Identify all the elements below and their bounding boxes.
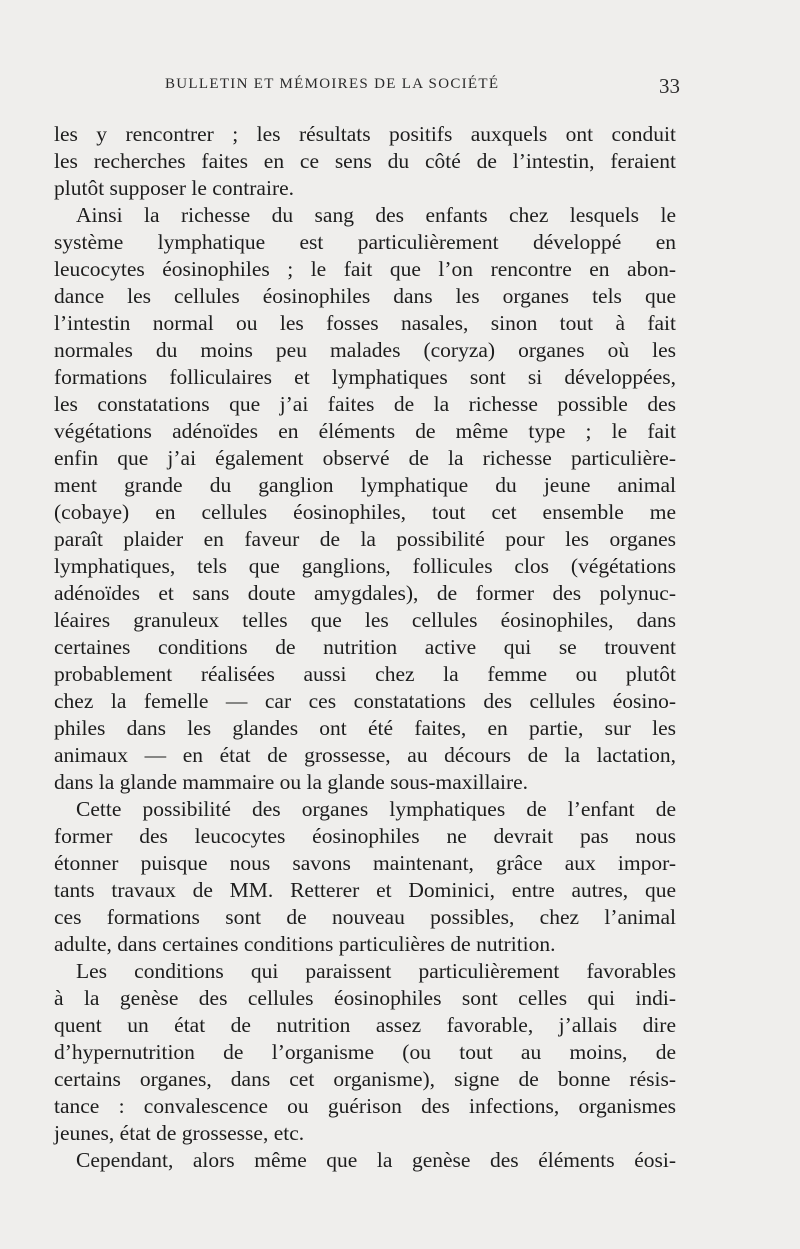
text-line: formations folliculaires et lymphatiques sont si développées,	[54, 365, 676, 389]
text-line: système lymphatique est particulièrement développé en	[54, 230, 676, 254]
text-line: former des leucocytes éosinophiles ne devrait pas nous	[54, 824, 676, 848]
text-line: léaires granuleux telles que les cellules éosinophiles, dans	[54, 608, 676, 632]
text-line: leucocytes éosinophiles ; le fait que l’on rencontre en abon-	[54, 257, 676, 281]
text-line: Cependant, alors même que la genèse des éléments éosi-	[76, 1148, 676, 1172]
text-line: étonner puisque nous savons maintenant, grâce aux impor-	[54, 851, 676, 875]
text-line: l’intestin normal ou les fosses nasales, sinon tout à fait	[54, 311, 676, 335]
text-line: à la genèse des cellules éosinophiles sont celles qui indi-	[54, 986, 676, 1010]
text-line: certains organes, dans cet organisme), signe de bonne résis-	[54, 1067, 676, 1091]
text-line: Cette possibilité des organes lymphatiques de l’enfant de	[76, 797, 676, 821]
text-line: Ainsi la richesse du sang des enfants chez lesquels le	[76, 203, 676, 227]
text-line: jeunes, état de grossesse, etc.	[54, 1121, 305, 1145]
running-head: BULLETIN ET MÉMOIRES DE LA SOCIÉTÉ	[165, 76, 500, 92]
text-line: certaines conditions de nutrition active qui se trouvent	[54, 635, 676, 659]
text-line: végétations adénoïdes en éléments de même type ; le fait	[54, 419, 676, 443]
body-text	[54, 121, 676, 1174]
text-line: les y rencontrer ; les résultats positifs auxquels ont conduit	[54, 122, 676, 146]
text-line: Les conditions qui paraissent particulièrement favorables	[76, 959, 676, 983]
text-line: tance : convalescence ou guérison des infections, organismes	[54, 1094, 676, 1118]
text-line: philes dans les glandes ont été faites, en partie, sur les	[54, 716, 676, 740]
text-line: les recherches faites en ce sens du côté de l’intestin, feraient	[54, 149, 676, 173]
text-line: normales du moins peu malades (coryza) organes où les	[54, 338, 676, 362]
text-line: ces formations sont de nouveau possibles, chez l’animal	[54, 905, 676, 929]
text-line: ment grande du ganglion lymphatique du jeune animal	[54, 473, 676, 497]
text-line: tants travaux de MM. Retterer et Dominici, entre autres, que	[54, 878, 676, 902]
text-line: animaux — en état de grossesse, au décours de la lactation,	[54, 743, 676, 767]
text-line: chez la femelle — car ces constatations des cellules éosino-	[54, 689, 676, 713]
text-line: (cobaye) en cellules éosinophiles, tout cet ensemble me	[54, 500, 676, 524]
text-line: adulte, dans certaines conditions particulières de nutrition.	[54, 932, 556, 956]
text-line: adénoïdes et sans doute amygdales), de former des polynuc-	[54, 581, 676, 605]
text-line: probablement réalisées aussi chez la femme ou plutôt	[54, 662, 676, 686]
text-line: enfin que j’ai également observé de la richesse particulière-	[54, 446, 676, 470]
page-number: 33	[659, 74, 680, 98]
text-line: quent un état de nutrition assez favorable, j’allais dire	[54, 1013, 676, 1037]
text-line: dans la glande mammaire ou la glande sous-maxillaire.	[54, 770, 529, 794]
text-line: dance les cellules éosinophiles dans les organes tels que	[54, 284, 676, 308]
text-line: d’hypernutrition de l’organisme (ou tout au moins, de	[54, 1040, 676, 1064]
text-line: lymphatiques, tels que ganglions, follicules clos (végétations	[54, 554, 676, 578]
text-line: paraît plaider en faveur de la possibilité pour les organes	[54, 527, 676, 551]
text-line: plutôt supposer le contraire.	[54, 176, 295, 200]
text-line: les constatations que j’ai faites de la richesse possible des	[54, 392, 676, 416]
